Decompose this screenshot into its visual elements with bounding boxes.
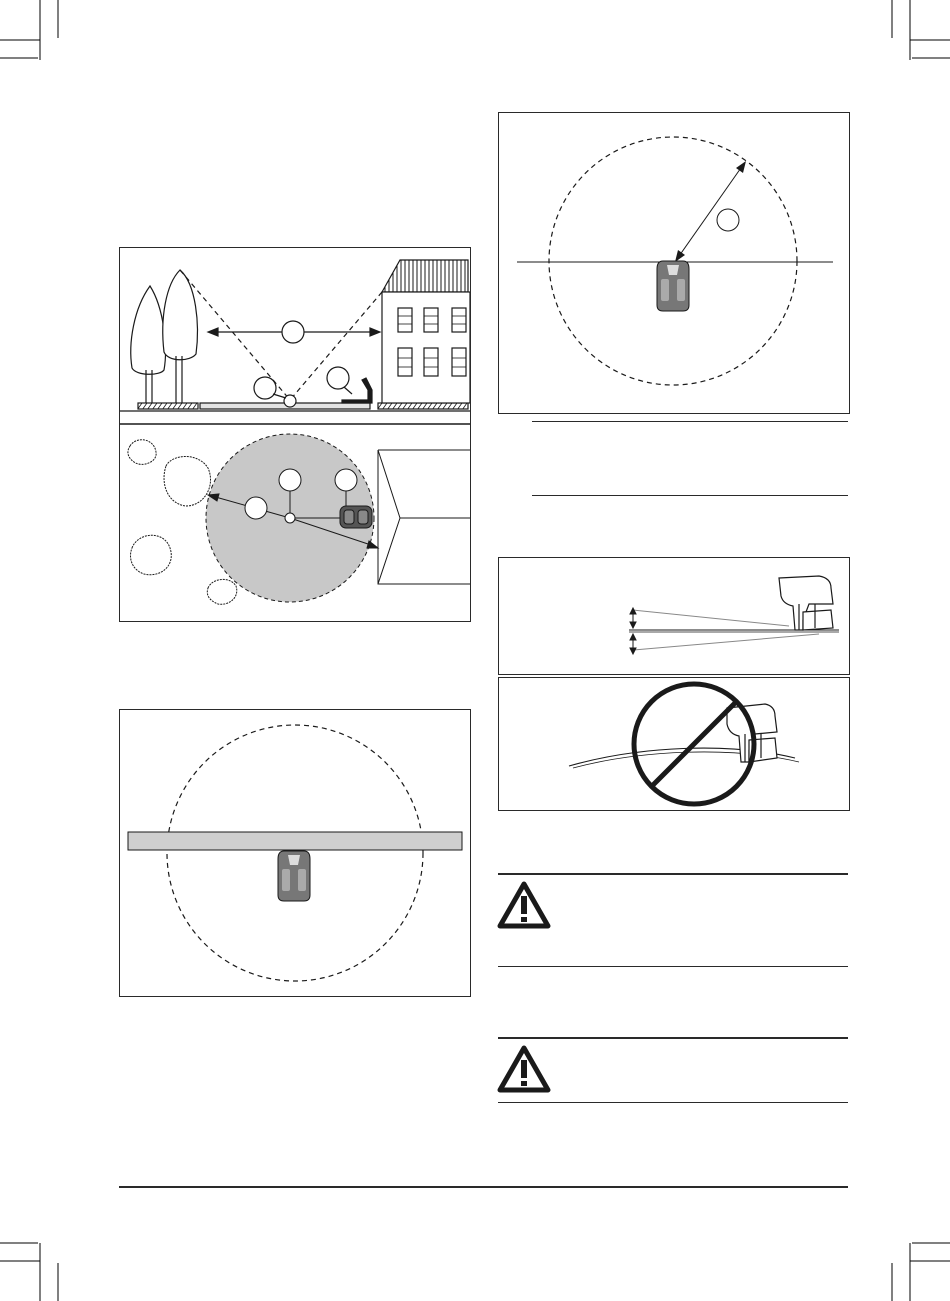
warning-triangle-icon bbox=[497, 880, 551, 930]
warning-1-bottom-rule bbox=[498, 966, 848, 967]
robotic-mower-icon bbox=[657, 261, 689, 311]
robotic-mower-side bbox=[779, 576, 833, 630]
warning-2-top-rule bbox=[498, 1037, 848, 1039]
warning-1-top-rule bbox=[498, 873, 848, 875]
figure-garden-elevation-and-plan bbox=[119, 247, 471, 622]
note-top-rule bbox=[532, 421, 848, 422]
figure-slope-allowed bbox=[498, 557, 850, 675]
note-bottom-rule bbox=[532, 495, 848, 496]
robotic-mower-plan bbox=[340, 506, 372, 528]
prohibited-icon bbox=[634, 684, 754, 804]
garden-illustration bbox=[120, 248, 470, 621]
warning-2-bottom-rule bbox=[498, 1102, 848, 1103]
figure-slope-prohibited bbox=[498, 677, 850, 811]
warning-triangle-icon bbox=[497, 1044, 551, 1094]
robotic-mower-icon bbox=[278, 851, 310, 901]
figure-circle-path bbox=[119, 709, 471, 997]
tree-left bbox=[131, 286, 166, 374]
figure-circle-radius bbox=[498, 112, 850, 414]
house bbox=[382, 260, 470, 403]
tree-right bbox=[163, 270, 198, 360]
footer-rule bbox=[119, 1186, 848, 1188]
